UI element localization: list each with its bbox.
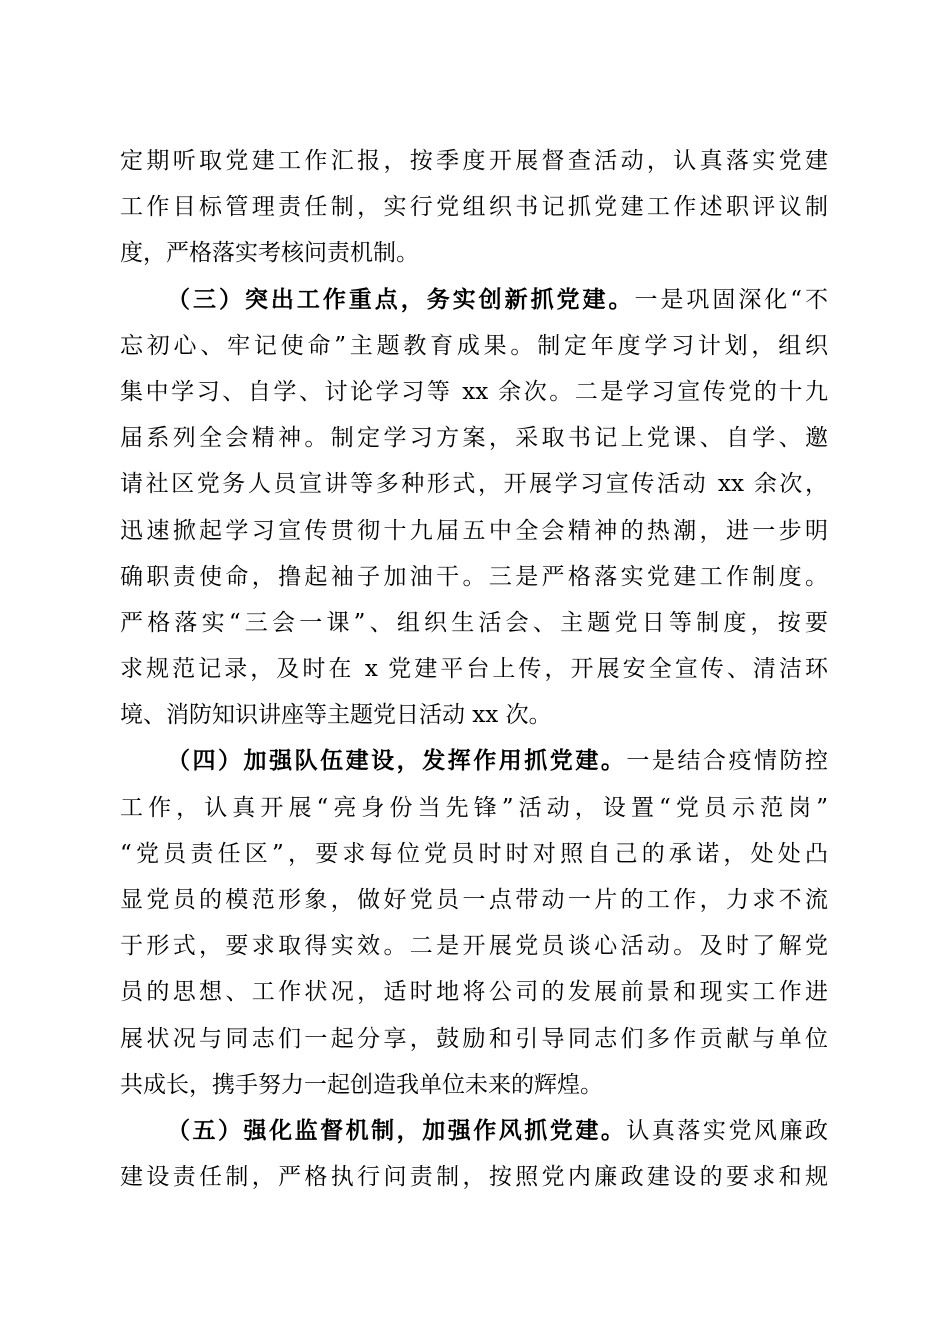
text-line: 集中学习、自学、讨论学习等 xx 余次。二是学习宣传党的十九 <box>120 378 828 405</box>
text-span: 认真落实党风廉政 <box>626 1117 829 1144</box>
text-line: 工作，认真开展“亮身份当先锋”活动，设置“党员示范岗” <box>120 794 828 821</box>
text-line: 迅速掀起学习宣传贯彻十九届五中全会精神的热潮，进一步明 <box>120 517 828 544</box>
paragraph-first-line <box>120 738 828 784</box>
text-line: 于形式，要求取得实效。二是开展党员谈心活动。及时了解党 <box>120 933 828 960</box>
text-line: 员的思想、工作状况，适时地将公司的发展前景和现实工作进 <box>120 979 828 1006</box>
paragraph-first-line <box>120 1108 828 1154</box>
document-page <box>120 138 828 1200</box>
text-line: 定期听取党建工作汇报，按季度开展督查活动，认真落实党建 <box>120 148 828 174</box>
section-heading: （四）加强队伍建设，发挥作用抓党建。 <box>167 747 627 775</box>
text-line: 请社区党务人员宣讲等多种形式，开展学习宣传活动 xx 余次， <box>120 471 828 498</box>
section-heading: （三）突出工作重点，务实创新抓党建。 <box>167 285 635 313</box>
text-line: 严格落实“三会一课”、组织生活会、主题党日等制度，按要 <box>120 609 828 636</box>
text-line: “党员责任区”，要求每位党员时时对照自己的承诺，处处凸 <box>120 840 828 867</box>
text-line: 建设责任制，严格执行问责制，按照党内廉政建设的要求和规 <box>120 1164 828 1191</box>
text-line: 显党员的模范形象，做好党员一点带动一片的工作，力求不流 <box>120 887 828 913</box>
paragraph-first-line <box>120 277 828 323</box>
text-line: 展状况与同志们一起分享，鼓励和引导同志们多作贡献与单位 <box>120 1025 828 1052</box>
text-line: 度，严格落实考核问责机制。 <box>120 240 419 267</box>
section-heading: （五）强化监督机制，加强作风抓党建。 <box>167 1116 627 1144</box>
text-span: 一是结合疫情防控 <box>626 748 829 775</box>
text-line: 工作目标管理责任制，实行党组织书记抓党建工作述职评议制 <box>120 194 828 221</box>
text-span: 一是巩固深化“不 <box>634 286 828 313</box>
text-line: 忘初心、牢记使命”主题教育成果。制定年度学习计划，组织 <box>120 332 828 359</box>
text-line: 共成长，携手努力一起创造我单位未来的辉煌。 <box>120 1071 603 1098</box>
text-line: 境、消防知识讲座等主题党日活动 xx 次。 <box>120 702 552 729</box>
text-line: 确职责使命，撸起袖子加油干。三是严格落实党建工作制度。 <box>120 563 828 590</box>
text-line: 求规范记录，及时在 x 党建平台上传，开展安全宣传、清洁环 <box>120 656 828 683</box>
text-line: 届系列全会精神。制定学习方案，采取书记上党课、自学、邀 <box>120 425 828 452</box>
